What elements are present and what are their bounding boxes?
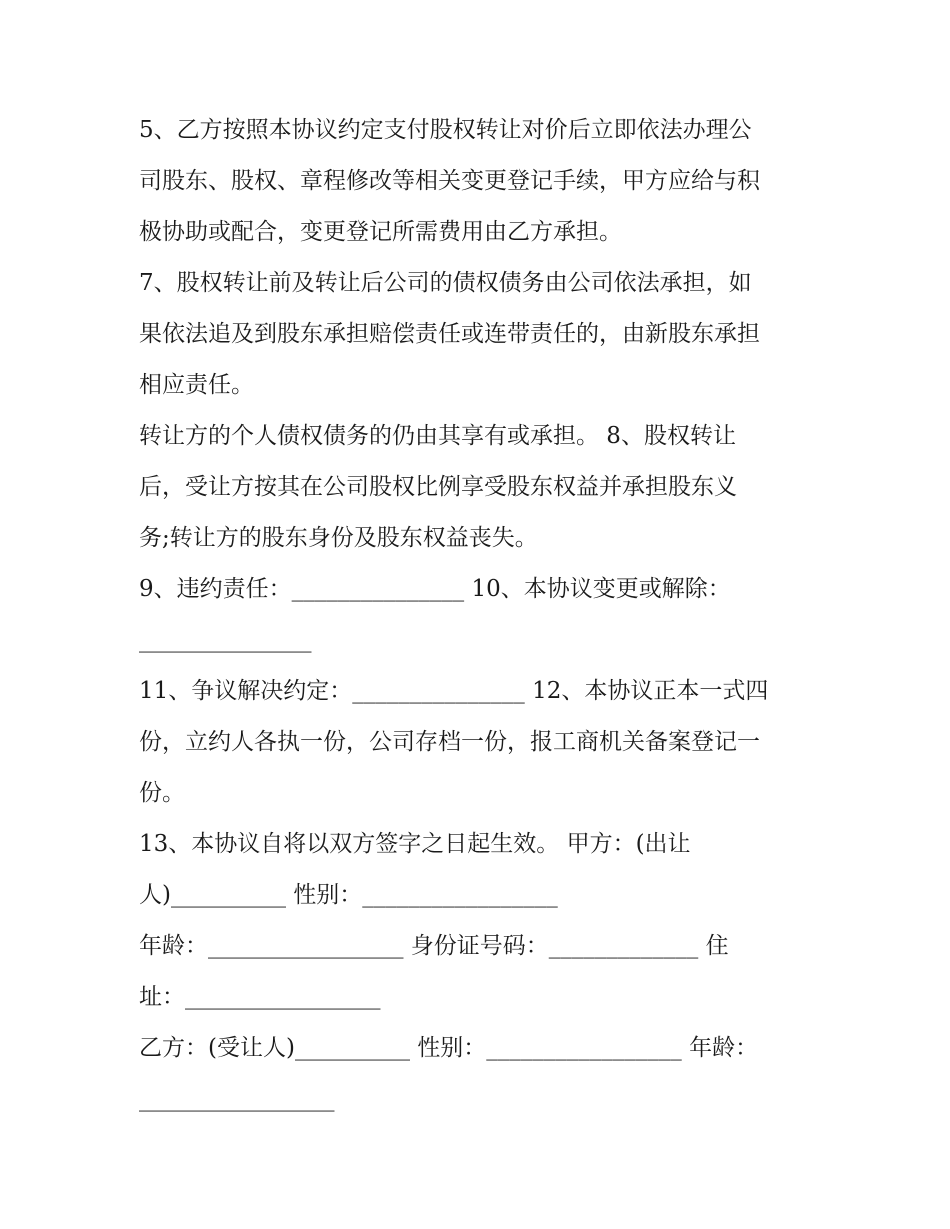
text-line-12: 11、争议解决约定：_______________ 12、本协议正本一式四: [139, 678, 769, 704]
text-line-10: 9、违约责任：_______________ 10、本协议变更或解除：: [139, 576, 731, 602]
text-line-1: 5、乙方按照本协议约定支付股权转让对价后立即依法办理公: [139, 117, 752, 143]
text-line-5: 果依法追及到股东承担赔偿责任或连带责任的，由新股东承担: [139, 321, 760, 347]
text-line-14: 份。: [139, 780, 185, 806]
text-line-13: 份，立约人各执一份，公司存档一份，报工商机关备案登记一: [139, 729, 760, 755]
text-line-8: 后，受让方按其在公司股权比例享受股东权益并承担股东义: [139, 474, 737, 500]
text-line-15: 13、本协议自将以双方签字之日起生效。 甲方：(出让: [139, 831, 691, 857]
text-line-2: 司股东、股权、章程修改等相关变更登记手续，甲方应给与积: [139, 168, 760, 194]
text-line-11: _______________: [139, 627, 312, 653]
text-line-20: _________________: [139, 1086, 335, 1112]
document-body: [139, 109, 819, 1129]
text-line-6: 相应责任。: [139, 372, 254, 398]
text-line-4: 7、股权转让前及转让后公司的债权债务由公司依法承担，如: [139, 270, 752, 296]
text-line-17: 年龄：_________________ 身份证号码：_____________ 住: [139, 933, 729, 959]
text-line-18: 址：_________________: [139, 984, 381, 1010]
text-line-16: 人)__________ 性别：_________________: [139, 882, 558, 908]
text-line-7: 转让方的个人债权债务的仍由其享有或承担。 8、股权转让: [139, 423, 736, 449]
text-line-9: 务;转让方的股东身份及股东权益丧失。: [139, 525, 538, 551]
text-line-19: 乙方：(受让人)__________ 性别：_________________ 年龄：: [139, 1035, 759, 1061]
text-line-3: 极协助或配合，变更登记所需费用由乙方承担。: [139, 219, 622, 245]
